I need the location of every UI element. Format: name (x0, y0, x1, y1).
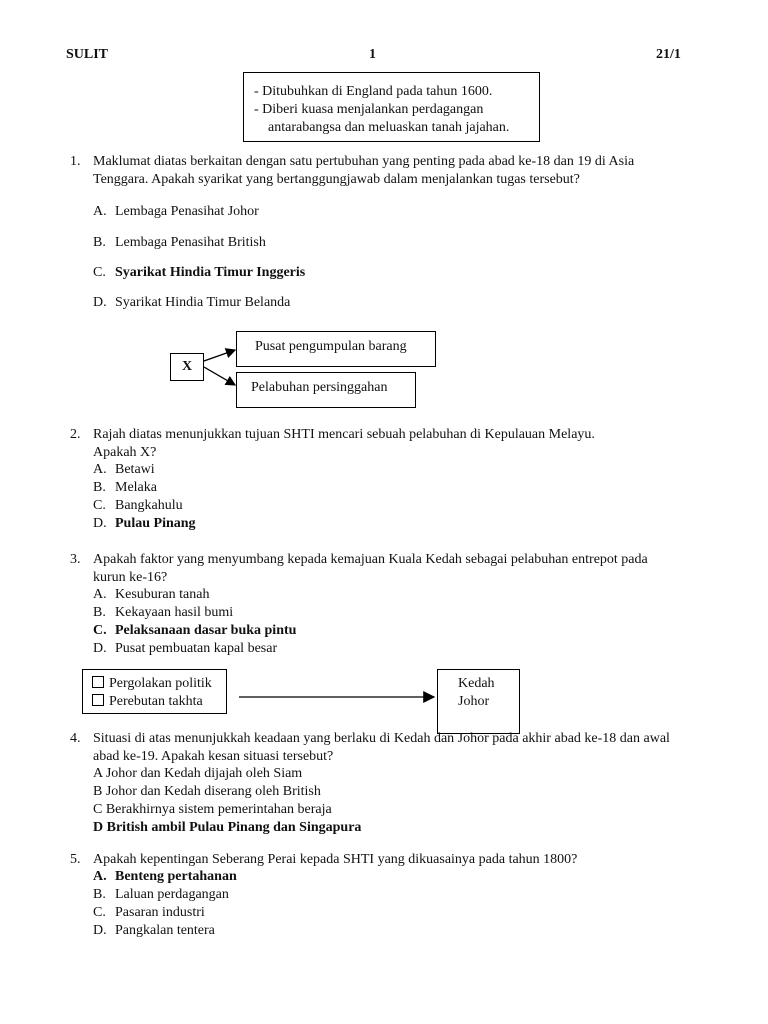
arrow-svg (237, 689, 437, 705)
option-text: Kesuburan tanah (115, 587, 210, 602)
option-text: Lembaga Penasihat Johor (115, 204, 259, 219)
question-2 (70, 426, 730, 536)
option-letter: B (93, 784, 103, 799)
info-box (243, 72, 540, 142)
arrow-down (204, 367, 235, 385)
info-line: - Ditubuhkan di England pada tahun 1600. (254, 84, 493, 99)
question-line: Apakah faktor yang menyumbang kepada kemajuan Kuala Kedah sebagai pelabuhan entrepot pada (93, 552, 648, 567)
option-letter: D. (93, 923, 107, 938)
question-text (93, 426, 723, 462)
option-a-answer (93, 868, 237, 886)
option-text: Kekayaan hasil bumi (115, 605, 234, 620)
option-text: Syarikat Hindia Timur Inggeris (115, 265, 306, 280)
option-letter: D. (93, 641, 107, 656)
checkbox-icon (92, 676, 104, 688)
option-letter: C. (93, 498, 106, 513)
option-d-answer (93, 819, 361, 837)
option-a (93, 586, 209, 604)
option-c-answer (93, 622, 296, 640)
option-letter: D. (93, 516, 107, 531)
situation-text: Pergolakan politik (109, 676, 212, 691)
header-sulit: SULIT (66, 47, 109, 62)
state-name: Kedah (458, 676, 495, 691)
question-line: Rajah diatas menunjukkan tujuan SHTI mencari sebuah pelabuhan di Kepulauan Melayu. (93, 427, 595, 442)
option-letter: A (93, 766, 103, 781)
option-letter: C. (93, 623, 107, 638)
arrows-svg (204, 341, 240, 401)
question-line: Situasi di atas menunjukkah keadaan yang berlaku di Kedah dan Johor pada akhir abad ke-18 dan awal (93, 731, 670, 746)
option-letter: A. (93, 587, 107, 602)
situation-text: Perebutan takhta (109, 694, 203, 709)
question-number: 4. (70, 731, 81, 746)
option-letter: B. (93, 887, 106, 902)
option-letter: C (93, 802, 103, 817)
x-box: X (170, 353, 204, 381)
situation-item (92, 693, 226, 711)
question-text (93, 551, 723, 587)
question-3 (70, 551, 730, 661)
option-letter: C. (93, 265, 106, 280)
state-name: Johor (458, 694, 490, 709)
target-box-pusat: Pusat pengumpulan barang (236, 331, 436, 367)
option-letter: D (93, 820, 104, 835)
option-d (93, 922, 215, 940)
option-letter: B. (93, 605, 106, 620)
option-letter: A. (93, 204, 107, 219)
option-text: Betawi (115, 462, 155, 477)
question-5 (70, 851, 730, 946)
option-text: Laluan perdagangan (115, 887, 229, 902)
target-box-pelabuhan: Pelabuhan persinggahan (236, 372, 416, 408)
option-text: Johor dan Kedah dijajah oleh Siam (105, 766, 303, 781)
option-text: Lembaga Penasihat British (115, 235, 266, 250)
option-letter: D. (93, 295, 107, 310)
question-4 (70, 730, 730, 840)
header-code: 21/1 (656, 47, 681, 62)
question-text (93, 153, 723, 189)
option-d-answer (93, 515, 196, 533)
option-a (93, 765, 302, 783)
option-text: Pasaran industri (115, 905, 205, 920)
question-1 (70, 153, 730, 313)
option-letter: B. (93, 480, 106, 495)
option-text: Melaka (115, 480, 157, 495)
option-a (93, 461, 155, 479)
diagram-kedah-johor (82, 669, 522, 735)
info-line: - Diberi kuasa menjalankan perdagangan (254, 102, 484, 117)
option-text: Pulau Pinang (115, 516, 196, 531)
kedah-johor-box (437, 669, 520, 734)
option-c (93, 904, 205, 922)
option-b (93, 783, 321, 801)
question-line: abad ke-19. Apakah kesan situasi tersebut? (93, 749, 334, 764)
question-line: kurun ke-16? (93, 570, 168, 585)
option-d (93, 294, 290, 312)
option-letter: A. (93, 869, 107, 884)
question-number: 5. (70, 852, 81, 867)
diagram-x (170, 331, 440, 411)
question-line: Apakah kepentingan Seberang Perai kepada SHTI yang dikuasainya pada tahun 1800? (93, 852, 578, 867)
option-text: Syarikat Hindia Timur Belanda (115, 295, 291, 310)
option-b (93, 234, 266, 252)
option-letter: C. (93, 905, 106, 920)
option-c (93, 497, 183, 515)
option-b (93, 886, 229, 904)
question-text (93, 851, 723, 869)
option-text: Bangkahulu (115, 498, 183, 513)
option-text: British ambil Pulau Pinang dan Singapura (106, 820, 362, 835)
situation-box (82, 669, 227, 714)
question-number: 2. (70, 427, 81, 442)
option-a (93, 203, 259, 221)
option-text: Johor dan Kedah diserang oleh British (105, 784, 321, 799)
info-line: antarabangsa dan meluaskan tanah jajahan. (268, 120, 510, 135)
checkbox-icon (92, 694, 104, 706)
option-text: Pangkalan tentera (115, 923, 215, 938)
option-text: Benteng pertahanan (115, 869, 237, 884)
option-b (93, 479, 157, 497)
question-text (93, 730, 743, 766)
option-letter: B. (93, 235, 106, 250)
option-text: Pusat pembuatan kapal besar (115, 641, 278, 656)
question-number: 1. (70, 154, 81, 169)
option-c (93, 801, 332, 819)
page-number: 1 (369, 47, 376, 62)
option-text: Pelaksanaan dasar buka pintu (115, 623, 297, 638)
question-line: Apakah X? (93, 445, 157, 460)
option-c-answer (93, 264, 305, 282)
arrow-up (204, 350, 235, 361)
question-line: Maklumat diatas berkaitan dengan satu pertubuhan yang penting pada abad ke-18 dan 19 di Asia (93, 154, 635, 169)
question-number: 3. (70, 552, 81, 567)
option-b (93, 604, 233, 622)
option-d (93, 640, 277, 658)
option-text: Berakhirnya sistem pemerintahan beraja (105, 802, 332, 817)
option-letter: A. (93, 462, 107, 477)
situation-item (92, 675, 226, 693)
question-line: Tenggara. Apakah syarikat yang bertanggungjawab dalam menjalankan tugas tersebut? (93, 172, 580, 187)
